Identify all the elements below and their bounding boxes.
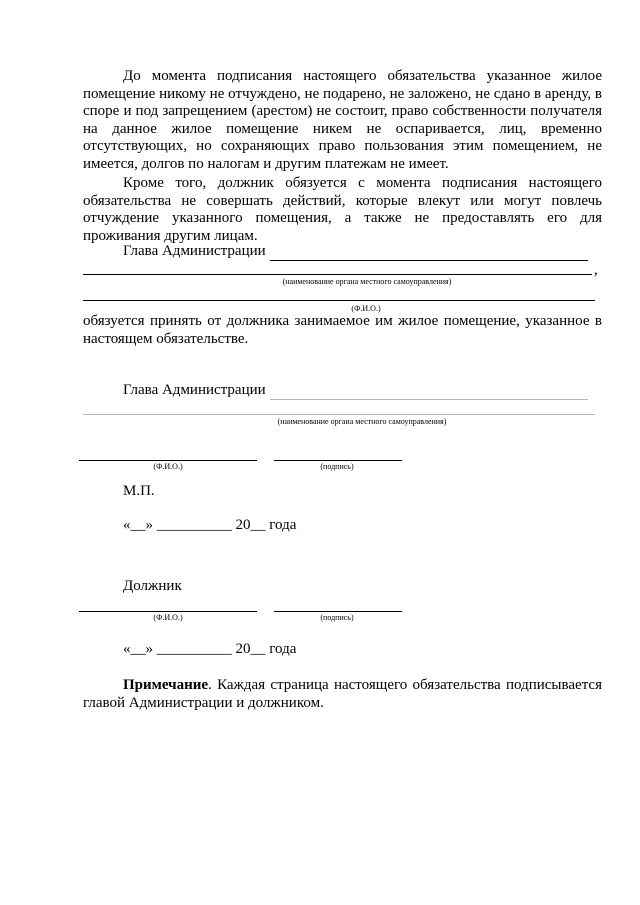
org-name-caption-2: (наименование органа местного самоуправления) <box>277 417 447 426</box>
head-of-admin-label-1: Глава Администрации <box>123 243 266 259</box>
head-of-admin-label-2: Глава Администрации <box>123 382 266 398</box>
head-of-admin-line-2 <box>270 399 588 400</box>
seal-placeholder: М.П. <box>123 483 155 499</box>
debtor-date-line: «__» __________ 20__ года <box>123 641 297 657</box>
admin-signature-line <box>274 460 402 461</box>
note-text: . Каждая страница настоящего обязательства подписывается главой Администрации и должником. <box>83 677 602 711</box>
debtor-label: Должник <box>123 578 182 594</box>
note-title: Примечание <box>123 677 209 693</box>
note-paragraph <box>83 677 602 712</box>
paragraph-ownership-status: До момента подписания настоящего обязательства указанное жилое помещение никому не отчуждено, не подарено, не заложено, не сдано в аренду, в споре и под запрещением (арестом) не состоит, право собственности получателя на данное жилое помещение никем не оспаривается, лиц, временно отсутствующих, но сохраняющих право пользования этим помещением, не имеется, долгов по налогам и другим платежам не имеет. <box>83 68 602 172</box>
admin-signature-caption: (подпись) <box>320 462 354 471</box>
head-of-admin-line-1 <box>270 260 588 261</box>
org-name-line-2 <box>83 414 595 415</box>
fio-line-1 <box>83 300 595 301</box>
paragraph-accept-premises: обязуется принять от должника занимаемое им жилое помещение, указанное в настоящем обязательстве. <box>83 313 602 347</box>
fio-caption-1: (Ф.И.О.) <box>351 304 381 313</box>
org-name-caption-1: (наименование органа местного самоуправления) <box>282 277 452 286</box>
admin-fio-caption: (Ф.И.О.) <box>153 462 183 471</box>
paragraph-debtor-obligation: Кроме того, должник обязуется с момента подписания настоящего обязательства не совершать действий, которые влекут или могут повлечь отчуждение указанного помещения, а также не предоставлять его для проживания другим лицам. <box>83 175 602 244</box>
debtor-signature-caption: (подпись) <box>320 613 354 622</box>
debtor-fio-line <box>79 611 257 612</box>
org-name-comma: , <box>594 262 598 278</box>
debtor-signature-line <box>274 611 402 612</box>
org-name-line-1 <box>83 274 592 275</box>
admin-date-line: «__» __________ 20__ года <box>123 517 297 533</box>
admin-fio-line <box>79 460 257 461</box>
debtor-fio-caption: (Ф.И.О.) <box>153 613 183 622</box>
